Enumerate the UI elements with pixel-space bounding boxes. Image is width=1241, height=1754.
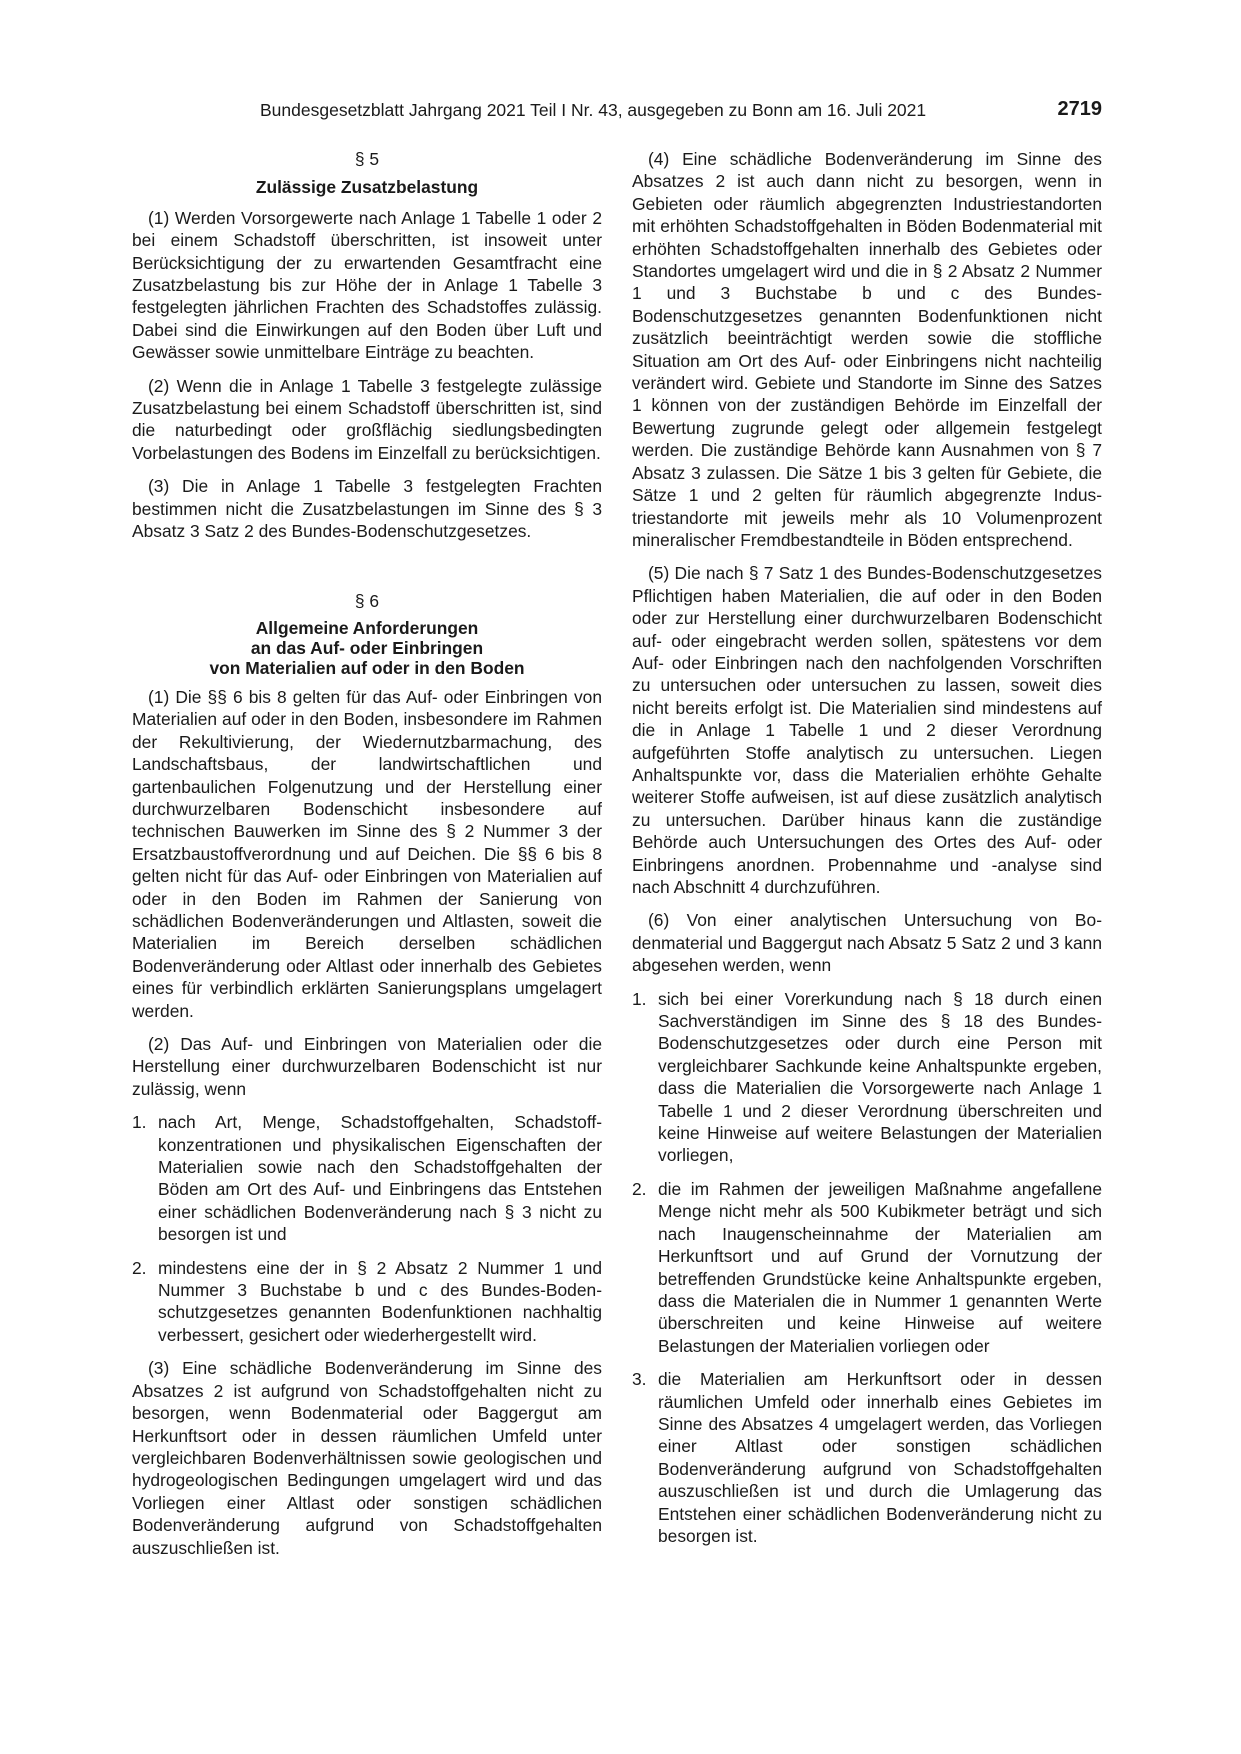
list-item-number: 3. <box>632 1369 647 1390</box>
list-item <box>632 988 1102 1167</box>
section-5-paragraph-3: (3) Die in Anlage 1 Tabelle 3 festgelegten Frachten bestimmen nicht die Zusatzbelastungen im Sinne des § 3 Absatz 3 Satz 2 des Bundes-Bodenschutzgesetzes. <box>132 476 602 542</box>
list-item <box>132 1111 602 1245</box>
page-number: 2719 <box>1057 98 1102 120</box>
section-6-title-line-3: von Materialien auf oder in den Boden <box>209 657 525 678</box>
section-5-paragraph-1: (1) Werden Vorsorgewerte nach Anlage 1 Tabelle 1 oder 2 bei einem Schadstoff überschritten, ist insoweit unter Berücksichtigung der zu erwartenden Gesamtfracht eine Zusatzbelastung bis zur Höhe der in Anlage 1 Tabelle 3 festgelegten jährlichen Frachten des Schadstoffes zulässig. Dabei sind die Einwirkungen auf den Boden über Luft und Gewässer sowie unmittelbare Einträge zu beachten. <box>132 207 602 363</box>
section-5-mark: § 5 <box>354 149 380 169</box>
gazette-header: Bundesgesetzblatt Jahrgang 2021 Teil I Nr. 43, ausgegeben zu Bonn am 16. Juli 2021 <box>260 100 927 120</box>
list-item-text: nach Art, Menge, Schadstoffgehalten, Schadstoffkonzentrationen und physikalischen Eigenschaften der Materialien sowie nach den Schadstoffgehalten der Böden am Ort des Auf- und Einbringens das Entstehen einer schädlichen Bodenveränderung nach § 3 nicht zu besorgen ist und <box>158 1112 602 1245</box>
section-6-exemption-list <box>632 988 1102 1548</box>
list-item-text: mindestens eine der in § 2 Absatz 2 Nummer 1 und Nummer 3 Buchstabe b und c des Bundes-Bodenschutzgesetzes genannten Bodenfunktionen nachhaltig verbessert, gesichert oder wiederhergestellt wird. <box>158 1257 602 1345</box>
list-item-text: sich bei einer Vorerkundung nach § 18 durch einen Sachverständigen im Sinne des § 18 des Bundes-Bodenschutzgesetzes oder durch eine Person mit vergleichbarer Sachkunde keine Anhaltspunkte ergeben, dass die Materialien die Vorsorgewerte nach Anlage 1 Tabelle 1 und 2 dieser Verordnung überschreiten und keine Hinweise auf weitere Belastungen der Materialien vorliegen, <box>658 988 1102 1166</box>
section-5-title: Zulässige Zusatzbelastung <box>255 177 479 198</box>
right-column <box>632 148 1102 1558</box>
section-6-paragraph-6: (6) Von einer analytischen Untersuchung von Bodenmaterial und Baggergut nach Absatz 5 Satz 2 und 3 kann abgesehen werden, wenn <box>632 910 1102 976</box>
section-6-paragraph-5: (5) Die nach § 7 Satz 1 des Bundes-Bodenschutzgesetzes Pflichtigen haben Materialien, die auf oder in den Boden oder zur Herstellung einer durchwurzelbaren Bodenschicht auf- oder eingebracht werden sollen, spätestens vor dem Auf- oder Einbringen nach den nachfolgenden Vorschriften zu untersuchen oder untersuchen zu lassen, soweit dies nicht bereits erfolgt ist. Die Materialien sind mindestens auf die in Anlage 1 Tabelle 1 und 2 dieser Verordnung aufgeführten Stoffe analytisch zu untersuchen. Liegen Anhaltspunkte vor, dass die Materialien erhöhte Gehalte weiterer Stoffe aufweisen, ist auf diese zusätzlich analytisch zu untersuchen. Darüber hinaus kann die zuständige Behörde auch Untersuchungen des Ortes des Auf- oder Einbringens anordnen. Probennahme und -analyse sind nach Abschnitt 4 durchzuführen. <box>632 563 1102 897</box>
section-6-mark: § 6 <box>354 590 380 611</box>
list-item <box>132 1257 602 1347</box>
section-6-title <box>132 618 602 678</box>
list-item-number: 2. <box>632 1178 647 1199</box>
list-item-number: 1. <box>632 988 647 1009</box>
section-6-paragraph-2: (2) Das Auf- und Einbringen von Materialien oder die Herstellung einer durchwurzelbaren Bodenschicht ist nur zulässig, wenn <box>132 1034 602 1099</box>
left-column <box>132 148 602 1570</box>
section-6-title-line-1: Allgemeine Anforderungen <box>255 617 479 638</box>
section-6-conditions-list <box>132 1111 602 1346</box>
list-item-text: die Materialien am Herkunftsort oder in dessen räumlichen Umfeld oder innerhalb eines Gebietes im Sinne des Absatzes 4 umgelagert werden, das Vorliegen einer Altlast oder sonstigen schädlichen Bodenveränderung aufgrund von Schadstoffgehalten auszuschließen ist und durch die Umlagerung das Entstehen einer schädlichen Bodenveränderung nicht zu besorgen ist. <box>658 1369 1102 1546</box>
list-item-number: 1. <box>132 1112 147 1133</box>
list-item <box>632 1178 1102 1357</box>
section-6-title-line-2: an das Auf- oder Einbringen <box>250 637 484 658</box>
page-header <box>130 100 1102 130</box>
list-item-number: 2. <box>132 1257 147 1278</box>
section-6-paragraph-3: (3) Eine schädliche Bodenveränderung im Sinne des Absatzes 2 ist aufgrund von Schadstoffgehalten nicht zu besorgen, wenn Bodenmaterial oder Baggergut am Herkunftsort oder in dessen räumlichen Umfeld unter vergleichbaren Bodenverhältnissen sowie geologischen und hydrogeologischen Bedingungen umgelagert wird und das Vorliegen einer Altlast oder sonstigen schädlichen Bodenveränderung aufgrund von Schadstoffgehalten auszuschließen ist. <box>132 1358 602 1558</box>
section-6-paragraph-1: (1) Die §§ 6 bis 8 gelten für das Auf- oder Einbringen von Materialien auf oder in den Boden, insbesondere im Rahmen der Rekultivierung, der Wiedernutzbarmachung, des Landschaftsbaus, der landwirtschaftlichen und gartenbaulichen Folgenutzung und der Herstellung einer durchwurzelbaren Bodenschicht insbesondere auf technischen Bauwerken im Sinne des § 2 Nummer 3 der Ersatzbaustoffverordnung und auf Deichen. Die §§ 6 bis 8 gelten nicht für das Auf- oder Einbringen von Materialien auf oder in den Boden im Rahmen der Sanierung von schädlichen Bodenveränderungen und Altlasten, soweit die Materialien im Bereich derselben schädlichen Bodenveränderung oder Altlast oder innerhalb des Gebietes eines für verbindlich erklärten Sanierungsplans umgelagert werden. <box>132 686 602 1021</box>
section-6-paragraph-4: (4) Eine schädliche Bodenveränderung im Sinne des Absatzes 2 ist auch dann nicht zu besorgen, wenn in Gebieten oder räumlich abgegrenzten Industriestandorten mit erhöhten Schadstoffgehalten in Böden Bodenmaterial mit erhöhten Schadstoffgehalten innerhalb des Gebietes oder Standortes umgelagert wird und die in § 2 Absatz 2 Nummer 1 und 3 Buchstabe b und c des Bundes-Bodenschutzgesetzes genannten Bodenfunktionen nicht zusätzlich beeinträchtigt werden sowie die stoffliche Situation am Ort des Auf- oder Einbringens nicht nachteilig verändert wird. Gebiete und Standorte im Sinne des Satzes 1 können von der zuständigen Behörde im Einzelfall der Bewertung zugrunde gelegt oder allgemein festgelegt werden. Die zuständige Behörde kann Ausnahmen von § 7 Absatz 3 zulassen. Die Sätze 1 bis 3 gelten für Gebiete, die Sätze 1 und 2 gelten für räumlich abgegrenzte Industriestandorte mit jeweils mehr als 10 Volumenprozent mineralischer Fremdbestandteile in Böden entsprechend. <box>632 149 1102 550</box>
section-gap <box>132 554 602 590</box>
section-5-paragraph-2: (2) Wenn die in Anlage 1 Tabelle 3 festgelegte zulässige Zusatzbelastung bei einem Schadstoff überschritten ist, sind die naturbedingt oder großflächig siedlungsbedingten Vorbelastungen des Bodens im Einzelfall zu berücksichtigen. <box>132 375 602 463</box>
list-item-text: die im Rahmen der jeweiligen Maßnahme angefallene Menge nicht mehr als 500 Kubikmeter beträgt und sich nach Inaugenscheinnahme der Materialien am Herkunftsort und auf Grund der Vornutzung der betreffenden Grundstücke keine Anhaltspunkte ergeben, dass die Materialen die in Nummer 1 genannten Werte überschreiten und keine Hinweise auf weitere Belastungen der Materialien vorliegen oder <box>658 1178 1102 1356</box>
list-item <box>632 1368 1102 1547</box>
